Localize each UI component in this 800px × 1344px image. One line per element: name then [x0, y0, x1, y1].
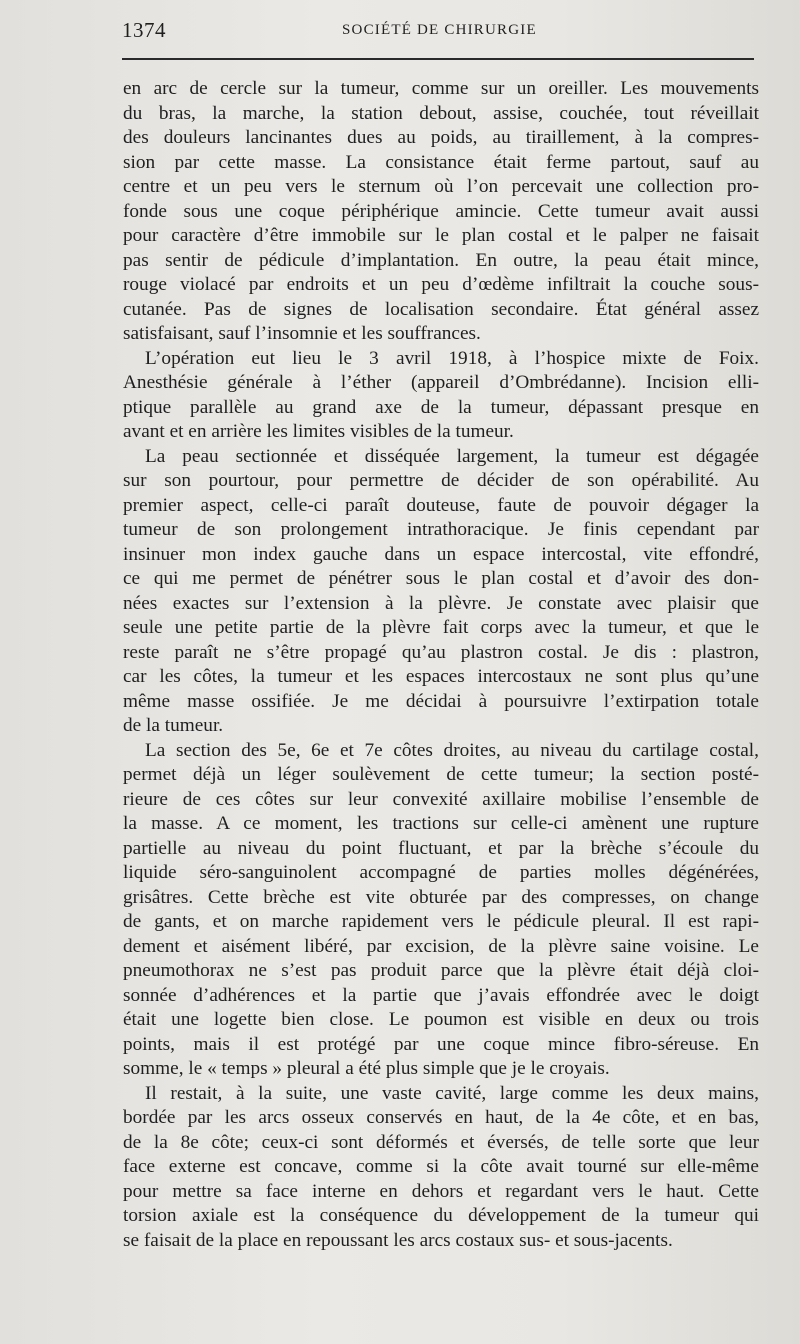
text-line: tumeur de son prolongement intrathoracique. Je finis cependant par	[123, 519, 759, 540]
header-rule	[122, 58, 754, 60]
text-line: en arc de cercle sur la tumeur, comme sur un oreiller. Les mouvements	[123, 78, 759, 99]
text-line: L’opération eut lieu le 3 avril 1918, à l’hospice mixte de Foix.	[145, 347, 759, 369]
text-line: La peau sectionnée et disséquée largement, la tumeur est dégagée	[145, 445, 759, 467]
text-line: pneumothorax ne s’est pas produit parce que la plèvre était déjà cloi-	[123, 960, 759, 981]
text-line: ce qui me permet de pénétrer sous le plan costal et d’avoir des don-	[123, 568, 759, 589]
text-line: torsion axiale est la conséquence du développement de la tumeur qui	[123, 1205, 759, 1226]
text-line: satisfaisant, sauf l’insomnie et les souffrances.	[123, 323, 481, 344]
text-line: sur son pourtour, pour permettre de décider de son opérabilité. Au	[123, 470, 759, 491]
text-line: la masse. A ce moment, les tractions sur celle-ci amènent une rupture	[123, 813, 759, 834]
text-line: sion par cette masse. La consistance était ferme partout, sauf au	[123, 151, 759, 173]
text-line: Anesthésie générale à l’éther (appareil d’Ombrédanne). Incision elli-	[123, 372, 759, 393]
text-line: insinuer mon index gauche dans un espace intercostal, vite effondré,	[123, 543, 759, 565]
page-header	[122, 18, 762, 48]
text-line: car les côtes, la tumeur et les espaces intercostaux ne sont plus qu’une	[123, 666, 759, 687]
text-line: reste paraît ne s’être propagé qu’au plastron costal. Je dis : plastron,	[123, 641, 759, 663]
text-line: La section des 5e, 6e et 7e côtes droites, au niveau du cartilage costal,	[145, 739, 759, 761]
text-line: de gants, et on marche rapidement vers le pédicule pleural. Il est rapi-	[123, 911, 759, 932]
running-head: SOCIÉTÉ DE CHIRURGIE	[342, 22, 537, 38]
text-line: dement et aisément libéré, par excision, de la plèvre saine voisine. Le	[123, 935, 759, 957]
text-line: face externe est concave, comme si la côte avait tourné sur elle-même	[123, 1156, 759, 1177]
text-line: points, mais il est protégé par une coque mince fibro-séreuse. En	[123, 1033, 759, 1055]
text-line: somme, le « temps » pleural a été plus simple que je le croyais.	[123, 1058, 610, 1079]
text-line: premier aspect, celle-ci paraît douteuse, faute de pouvoir dégager la	[123, 494, 759, 516]
text-line: nées exactes sur l’extension à la plèvre. Je constate avec plaisir que	[123, 592, 759, 614]
text-line: même masse ossifiée. Je me décidai à poursuivre l’extirpation totale	[123, 690, 759, 712]
text-line: avant et en arrière les limites visibles de la tumeur.	[123, 421, 514, 442]
text-line: des douleurs lancinantes dues au poids, au tiraillement, à la compres-	[123, 127, 759, 148]
text-line: se faisait de la place en repoussant les arcs costaux sus- et sous-jacents.	[123, 1229, 673, 1251]
text-line: était une logette bien close. Le poumon est visible en deux ou trois	[123, 1009, 759, 1030]
text-line: de la tumeur.	[123, 715, 224, 736]
text-line: pas sentir de pédicule d’implantation. En outre, la peau était mince,	[123, 249, 759, 271]
text-line: de la 8e côte; ceux-ci sont déformés et éversés, de telle sorte que leur	[123, 1131, 759, 1153]
text-line: permet déjà un léger soulèvement de cette tumeur; la section posté-	[123, 764, 759, 785]
text-line: bordée par les arcs osseux conservés en haut, de la 4e côte, et en bas,	[123, 1107, 759, 1128]
text-line: du bras, la marche, la station debout, assise, couchée, tout réveillait	[123, 102, 759, 124]
text-line: cutanée. Pas de signes de localisation secondaire. État général assez	[123, 298, 759, 320]
text-line: Il restait, à la suite, une vaste cavité, large comme les deux mains,	[145, 1082, 759, 1104]
text-line: fonde sous une coque périphérique amincie. Cette tumeur avait aussi	[123, 200, 759, 222]
text-line: rouge violacé par endroits et un peu d’œdème infiltrait la couche sous-	[123, 274, 759, 295]
text-line: seule une petite partie de la plèvre fait corps avec la tumeur, et que le	[123, 617, 759, 638]
text-line: sonnée d’adhérences et la partie que j’avais effondrée avec le doigt	[123, 984, 759, 1006]
text-line: rieure de ces côtes sur leur convexité axillaire mobilise l’ensemble de	[123, 788, 759, 810]
text-line: partielle au niveau du point fluctuant, et par la brèche s’écoule du	[123, 837, 759, 859]
text-line: ptique parallèle au grand axe de la tumeur, dépassant presque en	[123, 396, 759, 418]
body-text	[123, 77, 759, 1253]
page-number: 1374	[122, 18, 166, 42]
text-line: pour mettre sa face interne en dehors et regardant vers le haut. Cette	[123, 1180, 759, 1202]
text-line: grisâtres. Cette brèche est vite obturée par des compresses, on change	[123, 886, 759, 908]
text-line: pour caractère d’être immobile sur le plan costal et le palper ne faisait	[123, 225, 759, 246]
text-line: centre et un peu vers le sternum où l’on percevait une collection pro-	[123, 176, 759, 197]
text-line: liquide séro-sanguinolent accompagné de parties molles dégénérées,	[123, 862, 759, 883]
